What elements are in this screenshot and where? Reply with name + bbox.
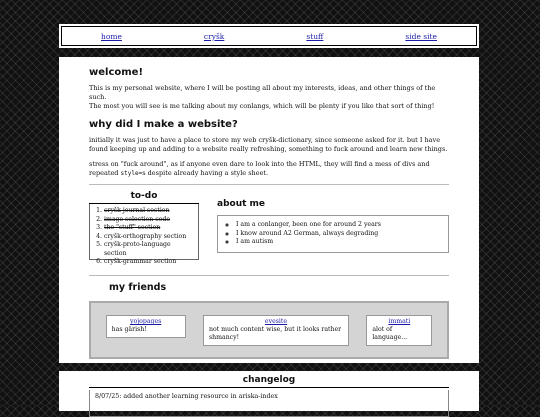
friend-desc-immati: alot of language... [372,326,408,341]
about-box [217,215,449,253]
about-section [217,191,449,269]
friend-card-immati [366,315,432,346]
friend-desc-evesite: not much content wise, but it looks rather shmancy! [208,326,342,341]
friends-area [89,301,449,359]
todo-heading: to-do [89,191,199,204]
todo-item-4: 4. cryšk-orthography section [104,233,194,242]
nav-link-stuff[interactable]: stuff [306,31,324,41]
top-navbar [59,24,479,48]
nav-link-crysk[interactable]: cryšk [203,31,225,41]
welcome-line-1: This is my personal website, where I will be posting all about my interests, ideas, and other things of the such. [89,84,436,101]
welcome-line-2: The most you will see is me talking about my conlangs, which will be plenty if you like that sort of thing! [89,102,435,110]
changelog-heading: changelog [89,375,449,388]
todo-about-row [89,191,449,269]
todo-list [94,207,194,267]
nav-link-side-site[interactable]: side site [405,31,437,41]
changelog-section [59,371,479,411]
friend-card-yojopages [106,315,186,338]
why-paragraph-1: initially it was just to have a place to store my web cryšk-dictionary, since someone asked for it. but I have found keeping up and adding to a website really refreshing, something to fuck around and learn new things. [89,136,448,153]
divider-1 [89,184,449,185]
why-p2-before: stress on "fuck around", as if anyone even dare to look into the HTML, they will find a mess of divs and repeated [89,160,430,177]
main-content [59,57,479,363]
friend-link-yojopages[interactable]: yojopages [130,318,162,325]
about-item-1: ◦ I am a conlanger, been one for around 2 years [236,221,442,230]
about-list [224,221,442,247]
friend-card-evesite [203,315,349,346]
todo-list-box[interactable] [89,204,199,265]
nav-link-home[interactable]: home [101,31,122,41]
friends-heading: my friends [109,282,167,293]
why-heading: why did I make a website? [89,119,238,130]
style-code: style= [120,170,143,177]
why-p2-after: s despite already having a style sheet. [142,169,269,177]
todo-item-6: 6. cryšk-grammar section [104,258,194,267]
about-item-3: ◦ I am autism [236,238,442,247]
why-paragraph-2 [89,160,449,178]
divider-2 [89,275,449,276]
changelog-entry[interactable]: 8/07/25: added another learning resource in ariska-index [89,390,449,417]
friend-link-evesite[interactable]: evesite [264,318,288,325]
welcome-heading: welcome! [89,67,144,78]
friend-link-immati[interactable]: immati [388,318,411,325]
todo-item-3: 3. the "stuff" section [104,224,194,233]
about-item-2: ◦ I know around A2 German, always degrading [236,230,442,239]
todo-item-5: 5. cryšk-proto-language section [104,241,194,258]
todo-item-1: 1. cryšk-journal section [104,207,194,216]
friend-desc-yojopages: has gärish! [111,326,147,333]
todo-item-2: 2. image selection code [104,216,194,225]
todo-section [89,191,199,269]
about-heading: about me [217,199,266,209]
